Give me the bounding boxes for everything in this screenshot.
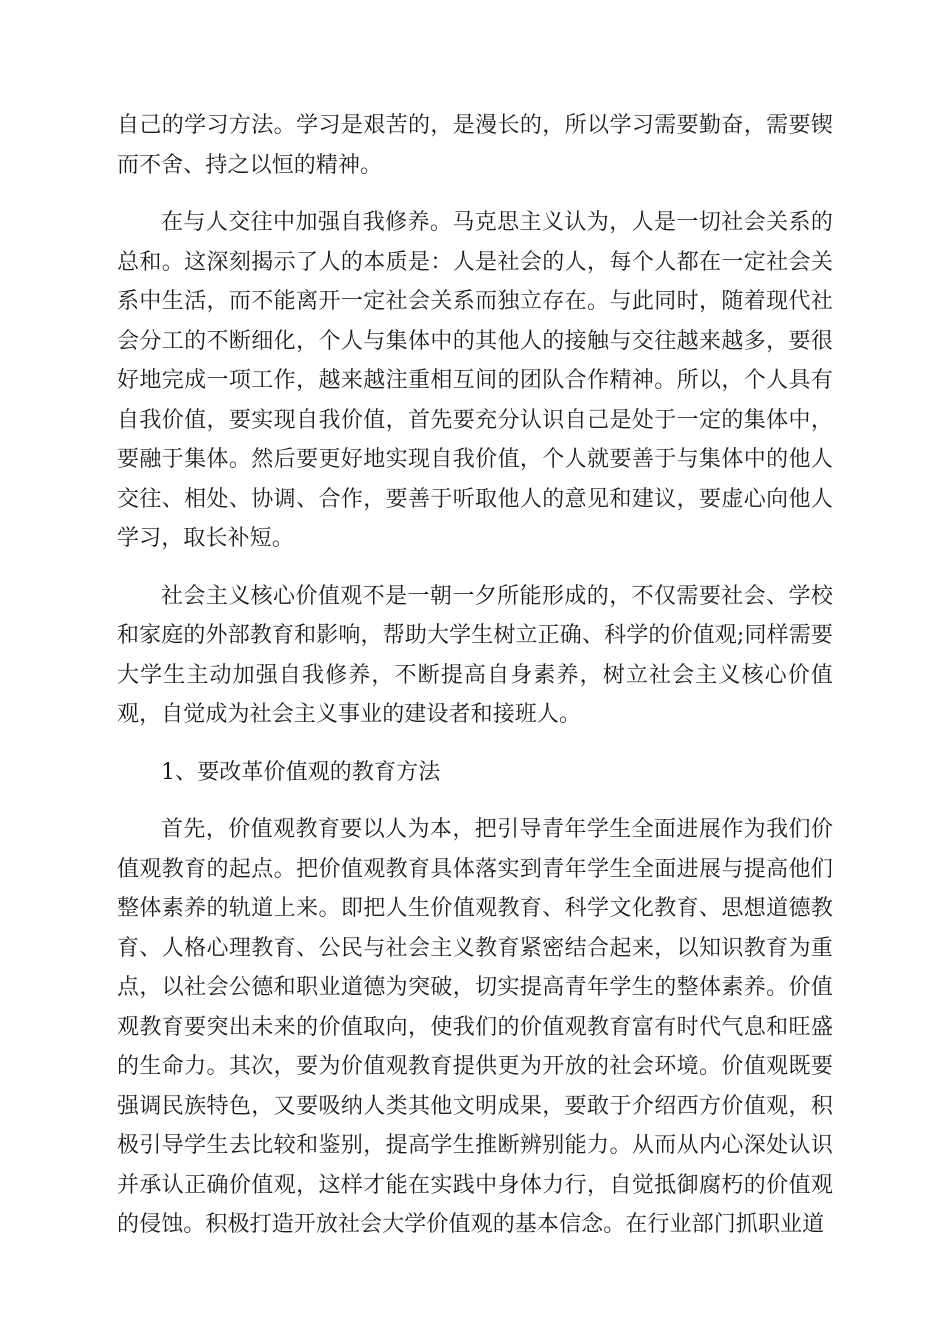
paragraph-core-values: 社会主义核心价值观不是一朝一夕所能形成的，不仅需要社会、学校和家庭的外部教育和影响，帮助大学生树立正确、科学的价值观;同样需要大学生主动加强自我修养，不断提高自身素养，树立社会主义核心价值观，自觉成为社会主义事业的建设者和接班人。 [117,583,833,727]
section-heading: 1、要改革价值观的教育方法 [161,759,441,785]
paragraph-education-methods: 首先，价值观教育要以人为本，把引导青年学生全面进展作为我们价值观教育的起点。把价值观教育具体落实到青年学生全面进展与提高他们整体素养的轨道上来。即把人生价值观教育、科学文化教育、思想道德教育、人格心理教育、公民与社会主义教育紧密结合起来，以知识教育为重点，以社会公德和职业道德为突破，切实提高青年学生的整体素养。价值观教育要突出未来的价值取向，使我们的价值观教育富有时代气息和旺盛的生命力。其次，要为价值观教育提供更为开放的社会环境。价值观既要强调民族特色，又要吸纳人类其他文明成果，要敢于介绍西方价值观，积极引导学生去比较和鉴别，提高学生推断辨别能力。从而从内心深处认识并承认正确价值观，这样才能在实践中身体力行，自觉抵御腐朽的价值观的侵蚀。积极打造开放社会大学价值观的基本信念。在行业部门抓职业道 [117,817,833,1237]
paragraph-self-cultivation: 在与人交往中加强自我修养。马克思主义认为，人是一切社会关系的总和。这深刻揭示了人的本质是：人是社会的人，每个人都在一定社会关系中生活，而不能离开一定社会关系而独立存在。与此同时，随着现代社会分工的不断细化，个人与集体中的其他人的接触与交往越来越多，要很好地完成一项工作，越来越注重相互间的团队合作精神。所以，个人具有自我价值，要实现自我价值，首先要充分认识自己是处于一定的集体中，要融于集体。然后要更好地实现自我价值，个人就要善于与集体中的他人交往、相处、协调、合作，要善于听取他人的意见和建议，要虚心向他人学习，取长补短。 [117,210,833,551]
document-body [117,106,833,1263]
paragraph-continuation: 自己的学习方法。学习是艰苦的，是漫长的，所以学习需要勤奋，需要锲而不舍、持之以恒的精神。 [117,113,833,178]
